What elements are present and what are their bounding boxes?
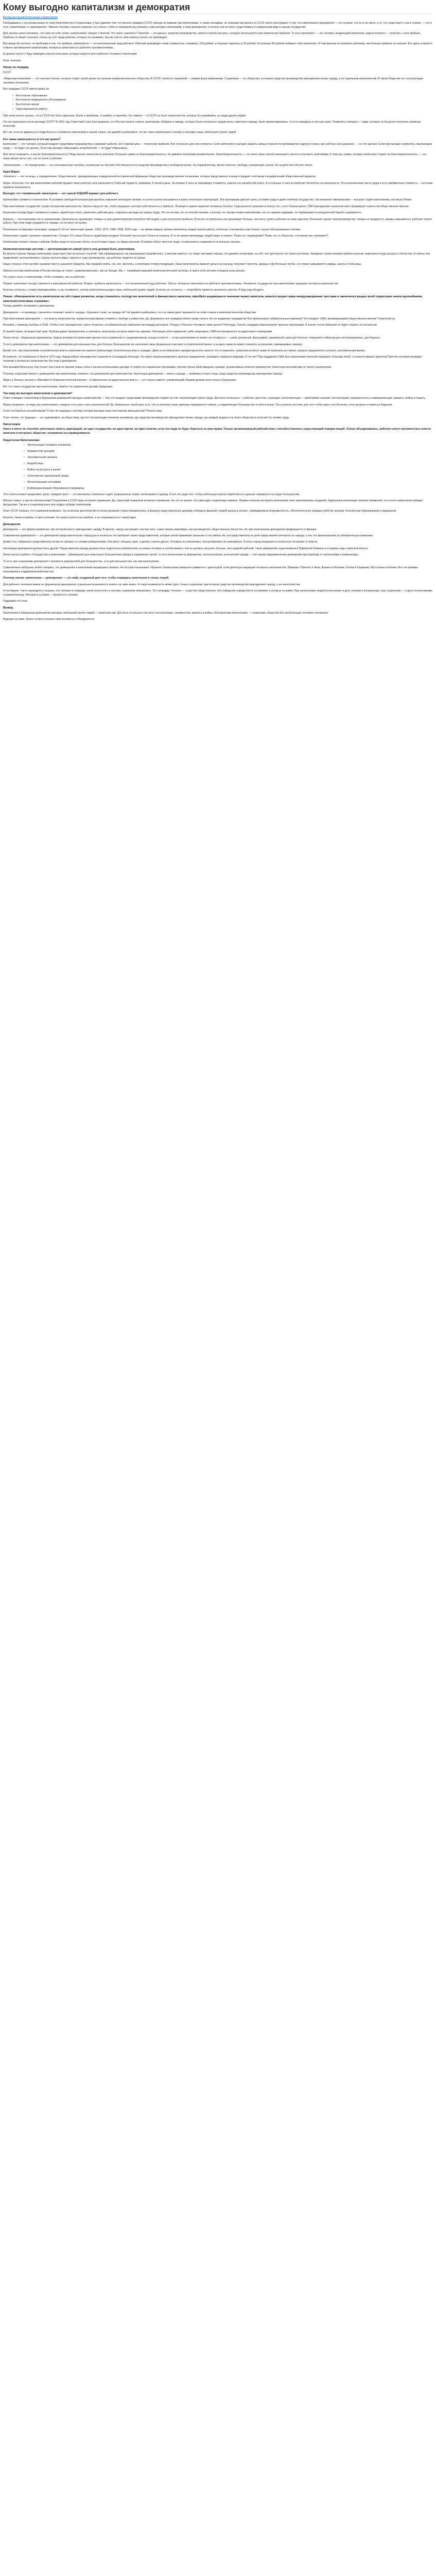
paragraph: Демократия — в переводе с греческого означает «власть народа». Красивое слово, не правда ли? Но давайте разберёмся, что на самом деле скрывается за этим словом в капиталистическом обществе. xyxy=(3,311,257,314)
list-item: • Монополизация экономики xyxy=(24,481,433,485)
paragraph: Я же считаю, что будущее — за социализмом, за обществом, где нет эксплуатации человека человеком, где средства производства принадлежат всему народу, где каждый трудится на благо общества и получает по своему труду. xyxy=(3,416,290,419)
paragraph: То есть при социализме демократия становится демократией для большинства, а не для меньшинства, как при капитализме. xyxy=(3,560,160,563)
paragraph: Теперь давайте поговорим о демократии. xyxy=(3,304,55,308)
paragraph: В нашей стране ситуация ещё хуже. Выборы давно превратились в спектакль, результаты которого известны заранее. Оппозиция либо карманная, либо запрещена. СМИ контролируются государством и олигархами. xyxy=(3,330,273,333)
paragraph: Первое: капиталист всегда стремится к максимальной прибыли. Второе: прибыль капиталиста — это неоплаченный труд рабочего. Третье: интересы капиталиста и рабочего противоположны. Четвёртое: государство при капитализме защищает интересы капиталистов. xyxy=(3,282,339,285)
paragraph: Или возьмём Венесуэлу. Как только там к власти пришли левые силы и начали использовать доходы от нефти на социальные программы, против страны были введены санкции, организованы попытки переворотов. Капиталистический мир не терпит альтернатив. xyxy=(3,366,332,369)
paragraph: Кризисы — неотъемлемая часть капитализма. Капиталисты производят товары не для удовлетворения потребностей людей, а для получения прибыли. В погоне за прибылью они производят больше, чем могут купить рабочие на свою зарплату. Возникает кризис перепроизводства: товары не продаются, заводы закрываются, рабочие теряют работу. При этом люди нуждаются в товарах, но не могут их купить. xyxy=(3,217,432,225)
article-body xyxy=(3,22,433,622)
paragraph: Капитализм и буржуазная демократия выгодны небольшой группе людей — капиталистам. Для всех остальных они несут эксплуатацию, неравенство, кризисы и войны. Альтернатива капитализму — социализм, общество без эксплуатации человека человеком. xyxy=(3,611,328,615)
paragraph: Для начала нужно понимать, что само по себе слово «капитализм» говорит о многом. Что такое «капитал»? Капитал — это деньги, средства производства, земля и прочие ресурсы, которые используются для извлечения прибыли. То есть капиталист — это человек, владеющий капиталом, задача которого — получать с него прибыль. Прибыль он может получать только за счёт труда рабочих, которых он нанимает, так как сам по себе капитал ничего не производит. xyxy=(3,31,422,39)
section-heading: Начну по порядку. xyxy=(3,66,29,70)
section-heading: Недостатки Капитализма: xyxy=(3,438,40,442)
list-item: • Неравенство доходов xyxy=(24,450,433,454)
list-item: • Эксплуатация человека человеком xyxy=(24,444,433,448)
paragraph: Именно поэтому капитализм в России никогда не станет «цивилизованным», как на Западе. Мы — периферия мировой капиталистической системы, и нам в этой системе отведена роль донора. xyxy=(3,269,246,273)
emphasis-paragraph: Поэтому связка «капитализм — демократия» — это миф, созданный для того, чтобы оправдать капитализм в глазах людей. xyxy=(3,577,169,580)
paragraph: Возьмём, к примеру, выборы в США. Чтобы стать президентом, нужно потратить на избирательную кампанию миллиарды долларов. Откуда у обычного человека такие деньги? Ниоткуда. Значит, кандидата финансируют крупные корпорации. А значит, после избрания он будет служить их интересам. xyxy=(3,324,378,327)
section-heading: Кто такие капиталисты и что им нужно? xyxy=(3,138,61,141)
paragraph: Наша страна в этой системе занимает место сырьевого придатка. Мы продаём нефть, газ, лес, металлы, а покупаем готовую продукцию. Наши капиталисты вывозят деньги за границу, покупают там яхты, дворцы и футбольные клубы, а в стране закрываются заводы, школы и больницы. xyxy=(3,263,362,266)
paragraph: Многие скажут: а где же альтернатива? Социализм в СССР ведь потерпел поражение. Да, советский социализм потерпел поражение. Но это не значит, что сама идея социализма неверна. Первые попытки построить капитализм тоже заканчивались неудачей, буржуазные революции терпели поражения, но в итоге капитализм победил феодализм. Так же и социализм рано или поздно победит капитализм. xyxy=(3,499,423,507)
section-heading: Капиталистическая система — антигуманная по самой сути и она должна быть уничтожена xyxy=(3,247,135,251)
list-item: • Уничтожение окружающей среды xyxy=(24,474,433,479)
paragraph: Посмотрите на мировую экономику: каждые 8–10 лет происходит кризис. 1929, 1973, 1998, 2008, 2020 годы — во время каждого кризиса миллионы людей теряли работу, а богатые становились ещё богаче, скупая обесценившиеся активы. xyxy=(3,228,302,231)
paragraph: Кроме того, при капитализме экономическая власть капиталистов намного превосходит политическую власть граждан. Даже если избранные народом депутаты захотят что-то изменить, капиталисты могут вывести капиталы из страны, закрыть предприятия, устроить экономический кризис. xyxy=(3,349,366,352)
paragraph: Ленин писал в работе «Государство и революция»: «Демократия для гигантского большинства народа и подавление силой, то есть исключение из демократии, эксплуататоров, угнетателей народа, — вот каково видоизменение демократии при переходе от капитализма к коммунизму». xyxy=(3,553,360,557)
paragraph: Для рабочего человека важна не формальная демократия, а реальная возможность влиять на свою жизнь. А такую возможность может дать только социализм, при котором средства производства принадлежат народу, а не капиталистам. xyxy=(3,583,301,586)
section-heading: Вывод xyxy=(3,606,13,610)
paragraph: Современные либералы любят говорить, что демократия и капитализм неразрывно связаны. Но история показывает обратное. Капитализм прекрасно уживается с диктатурой, если диктатура защищает интересы капиталистов. Примеры: Пиночет в Чили, Франко в Испании, Гитлер в Германии, Муссолини в Италии. Все эти режимы пользовались поддержкой капиталистов. xyxy=(3,566,418,573)
list-item: • Безработица xyxy=(24,462,433,466)
list-item: • Бесплатное образование xyxy=(12,94,433,98)
page-title: Кому выгодно капитализм и демократия xyxy=(3,2,190,12)
paragraph: Итак, поехали. xyxy=(3,59,22,62)
paragraph: Вот так, если не вдаваться в подробности, и появился капитализм в нашей стране. Но давайте разберёмся, что же такое капитализм и почему он выгоден лишь небольшой группе людей. xyxy=(3,131,237,134)
paragraph: Капитализм толкает страны к войнам. Войны ведутся за рынки сбыта, за источники сырья, за сферы влияния. В войнах гибнут простые люди, а капиталисты наживаются на военных заказах. xyxy=(3,241,241,244)
paragraph: Капитализм создаёт огромное неравенство. Сегодня 1% самых богатых людей мира владеет большей частью всех богатств планеты. В то же время миллиарды людей живут в нищете. Разве это справедливо? Разве это то общество, к которому мы стремимся? xyxy=(3,234,328,238)
paragraph: Настоящая демократия должна быть другой. Представители народа должны быть подотчётны избирателям, их можно отозвать в любой момент, они не должны получать больше, чем средний рабочий. Такая демократия существовала в Парижской Коммуне и в первые годы советской власти. xyxy=(3,547,369,550)
list-item: • Бесплатное жильё xyxy=(12,103,433,107)
paragraph: Кроме того, избранные представители ничем не связаны со своими избирателями. Они могут обещать одно, а делать совсем другое. Отозвать их невозможно. Контролировать их невозможно. В итоге народ оказывается полностью отстранён от власти. xyxy=(3,540,318,544)
paragraph: Поэтому, когда вам говорят о демократии при капитализме, помните: это демократия для капиталистов. Настоящая демократия — власть народа — возможна только тогда, когда средства производства принадлежат народу. xyxy=(3,372,283,376)
paragraph: Стоит ли бороться за капитализм? Стоит ли защищать систему, которая выгодна лишь ничтожному меньшинству? Решать вам. xyxy=(3,410,163,413)
paragraph: Капитализм стремится к монополии. В условиях свободной конкуренции крупные компании поглощают мелкие, и в итоге рынок оказывается в руках нескольких корпораций. Эти корпорации диктуют цены, условия труда и даже политику государства. Так возникает империализм — высшая стадия капитализма, как писал Ленин. xyxy=(3,198,412,202)
paragraph: При капитализме демократия — это власть капиталистов, прикрытая красивыми словами о свободе и равенстве. Да, формально все граждане имеют право голоса. Но кто выдвигает кандидатов? Кто финансирует избирательные кампании? Кто владеет СМИ, формирующими общественное мнение? Капиталисты. xyxy=(3,317,396,320)
paragraph: Подумайте об этом. xyxy=(3,600,28,603)
section-heading: Так кому же выгоден капитализм и демократия? xyxy=(3,392,73,396)
title-divider xyxy=(3,13,433,14)
paragraph: То есть демократия при капитализме — это демократия для меньшинства, для богатых. Большинство же населения лишь формально участвует в политической жизни, а на деле никак не может повлиять на решения, принимаемые наверху. xyxy=(3,343,303,346)
paragraph: Если вы согласны с этими утверждениями, то вы понимаете, почему капитализм выгоден лишь небольшой группе людей. Если вы не согласны, — попробуйте привести аргументы против. Я буду рад обсудить. xyxy=(3,289,265,292)
paragraph: «Марксизм-ленинизм» — это научное учение, которое ставит своей целью построение коммунистического общества. В СССР строился социализм — первая фаза коммунизма. Социализм — это общество, в котором средства производства принадлежат всему народу, а не отдельным капиталистам. В таком обществе нет эксплуатации человека человеком. xyxy=(3,77,423,84)
bullet-list xyxy=(12,94,433,112)
paragraph: «Капитализм» — по определению — это экономическая система, основанная на частной собственности на средства производства и свободном рынке. На первый взгляд, звучит неплохо: свобода, конкуренция, рынок. Но на деле всё обстоит иначе. xyxy=(3,163,313,167)
paragraph: Вспомните, что произошло в Чили в 1973 году. Народ избрал президентом социалиста Сальвадора Альенде. Он начал национализировать крупные предприятия, проводить аграрную реформу. И что же? При поддержке США был организован военный переворот, Альенде погиб, а к власти пришёл диктатор Пиночет, который проводил политику в интересах капиталистов. Вот вам и демократия. xyxy=(3,355,422,363)
paragraph: Опыт СССР показал, что социализм возможен. За несколько десятилетий отсталая аграрная страна превратилась в мощную индустриальную державу, победила фашизм, первой вышла в космос, ликвидировала безграмотность, обеспечила всех граждан работой, жильём, бесплатным образованием и медициной. xyxy=(3,510,397,513)
paragraph: Маркс и Энгельс писали в «Манифесте Коммунистической партии»: «Современная государственная власть — это только комитет, управляющий общими делами всего класса буржуазии». xyxy=(3,379,238,382)
paragraph: Пообщавшись с русскоязычными по тому Капиталистов и Социализма, я был удивлён тем, что многие граждане СССР, никогда не жившие при капитализме, а также молодёжь, не знающая как жилось в СССР, смело рассуждают о том, что капитализм и демократия — это лучшее, что есть на свете, а то, что существует у нас в стране, — это и есть «капитализм» и «демократия». Именно поэтому я решил написать эту статью, чтобы в очередной раз показать, кому выгоден капитализм, а кому демократия, и почему они не могут существовать в нормальном виде в нашем государстве. xyxy=(3,21,432,29)
emphasis-paragraph: Никто и ничто не способно уничтожить власть корпораций, ни одно государство, ни одна партия, ни один политик, если эти люди не будут бороться за свои права. Только организованный рабочий класс способен изменить существующий порядок вещей. Только объединившись, рабочие смогут противостоять власти капитала и построить общество, основанное на справедливости. xyxy=(3,428,431,435)
section-heading: Демократия xyxy=(3,523,21,527)
list-item: • Экономические кризисы xyxy=(24,456,433,460)
paragraph: Конечно, были и ошибки, и преступления. Но нужно учиться на ошибках, а не отказываться от самой идеи. xyxy=(3,516,137,519)
paragraph: Всё вроде бы логично, но проблема в том, что прибыль капиталиста — это неоплаченный труд рабочего. Рабочий производит товар стоимостью, к примеру, 100 рублей, а получает зарплату в 20 рублей. Остальные 80 рублей забирает себе капиталист. И чем меньше он заплатит рабочему, тем больше прибыль он получит. Вот здесь и кроется главное противоречие капитализма: интересы капиталиста и рабочего противоположны. xyxy=(3,42,433,49)
paragraph: При капитализме государство служит интересам капиталистов. Законы пишутся так, чтобы защищать частную собственность и прибыль. Полиция и армия охраняют интересы богатых. Суды выносят решения в пользу тех, у кого больше денег. СМИ принадлежат капиталистам и формируют нужное им общественное мнение. xyxy=(3,205,410,208)
subtitle-link[interactable]: Взгляд выгодный Капитализм и Демократия xyxy=(3,16,58,19)
paragraph: Будущее за нами. Нужно только осознать свои интересы и объединиться. xyxy=(3,618,95,621)
paragraph: Мне могут возразить: а как же благотворительность? Ведь многие капиталисты жертвуют большие суммы на благотворительность. Но давайте посмотрим внимательнее: благотворительность — это всего лишь способ уменьшить налоги и улучшить свой имидж. К тому же, сумма, которую капиталист отдаёт на благотворительность, — это лишь малая часть того, что он отнял у рабочих. xyxy=(3,153,427,161)
paragraph: Ответ очевиден: капитализм и буржуазная демократия выгодны капиталистам — тем, кто владеет средствами производства и живёт за счёт эксплуатации чужого труда. Для всех остальных — рабочих, крестьян, служащих, интеллигенции — капитализм означает эксплуатацию, неуверенность в завтрашнем дне, кризисы, войны и нищету. xyxy=(3,397,426,400)
paragraph: Современная демократия — это демократия представительная. Народ раз в несколько лет выбирает своих представителей, которые затем принимают решения от его имени. Но эти представители на деле представляют интересы не народа, а тех, кто финансировал их избирательную кампанию. xyxy=(3,534,374,537)
bullet-list xyxy=(24,444,433,491)
paragraph: Демократия — это форма правления, при которой власть принадлежит народу. В идеале, народ сам решает, как ему жить, какие законы принимать, как распределять общественные богатства. Но при капитализме демократия превращается в фикцию. xyxy=(3,528,317,531)
list-item: • Гарантированную работу xyxy=(12,108,433,112)
paragraph: Ленин писал: «Буржуазная демократия, будучи великим историческим прогрессом в сравнении со средневековьем, всегда остаётся — и при капитализме не может не оставаться — узкой, урезанной, фальшивой, лицемерной, раем для богатых, ловушкой и обманом для эксплуатируемых, для бедных». xyxy=(3,336,381,340)
list-item: • Войны за ресурсы и рынки xyxy=(24,468,433,472)
paragraph: Что же произошло после распада СССР? В 1991 году Советский Союз был разрушен, и в России начали строить капитализм. Фабрики и заводы, которые были построены трудом всего советского народа, были приватизированы, то есть переданы в частные руки. Появились олигархи — люди, которые за бесценок получили огромные богатства. xyxy=(3,121,421,128)
list-item: • Коммерциализация образования и медицины xyxy=(24,487,433,491)
paragraph: Все граждане СССР имели право на: xyxy=(3,88,50,91)
paragraph: И последнее. Часто приходится слышать, что человек по природе своей эгоистичен и поэтому социализм невозможен. Это неправда. Человек — существо общественное. Его поведение определяется условиями, в которых он живёт. При капитализме людей воспитывают в духе эгоизма и конкуренции, при социализме — в духе коллективизма и взаимопомощи. Меняются условия — меняется и человек. xyxy=(3,589,433,597)
paragraph: Капиталист всегда будет стремиться снизить заработную плату, увеличить рабочий день, сократить расходы на охрану труда. Это не потому, что он плохой человек, а потому, что такова логика капитализма: кто не снижает издержки, тот проигрывает в конкурентной борьбе и разоряется. xyxy=(3,211,362,215)
paragraph: Можно возразить: но ведь при капитализме у каждого есть шанс стать капиталистом! Да, формально такой шанс есть. Но на практике лишь единицы поднимаются наверх, а подавляющее большинство остаётся внизу. Так устроена система: для того чтобы один стал богатым, сотни должны оставаться бедными. xyxy=(3,403,393,406)
emphasis-paragraph: Выходит, что «правильный» капитализм — это самый ХУДШИЙ вариант для рабочего. xyxy=(3,192,119,195)
section-heading: Напоследок xyxy=(3,423,21,426)
paragraph: «Капитал» — это не вещь, а определённое, общественное, принадлежащее определённой исторической формации общества производственное отношение, которое представлено в вещи и придаёт этой вещи специфический общественный характер. xyxy=(3,175,317,179)
paragraph: Что нужно знать о капитализме, чтобы понимать, как он работает: xyxy=(3,276,86,279)
section-heading: Ленин: «Империализм есть капитализм на той стадии развития, когда сложилось господство монополий и финансового капитала, приобрёл выдающееся значение вывоз капитала, начался раздел мира международными трестами и закончился раздел всей территории земли крупнейшими капиталистическими странами». xyxy=(3,295,422,303)
paragraph: Во многих странах Запада капитализм существует уже несколько столетий. Там сформировался так называемый средний класс, и многим кажется, что люди там живут хорошо. Но давайте посмотрим, за счёт чего достигнуто это благосостояние. Западные страны веками грабили колонии, вывозили оттуда ресурсы и богатства. И сейчас они продолжают эксплуатировать страны третьего мира, перенося туда производство, где рабочие трудятся за гроши. xyxy=(3,252,430,260)
paragraph: Капиталист — это человек, который владеет средствами производства и нанимает рабочих. Его главная цель — получение прибыли. Всё остальное для него вторично. Если капиталисту выгодно закрыть завод и перенести производство в другую страну, где рабочая сила дешевле, — он это сделает. Если ему выгодно загрязнять окружающую среду — он будет это делать. Если ему выгодно обманывать потребителей — он будет обманывать. xyxy=(3,143,432,150)
paragraph: Маркс объяснил, что при капитализме рабочий продаёт свою рабочую силу капиталисту. Рабочий трудится, например, 8 часов в день. За первые 4 часа он производит стоимость, равную его заработной плате. А остальные 4 часа он работает бесплатно на капиталиста. Эта неоплаченная часть труда и есть прибавочная стоимость — источник прибыли капиталиста. xyxy=(3,181,433,189)
paragraph: Этот список можно продолжать долго. Каждый пункт — это миллионы сломанных судеб, разрушенных семей, несбывшихся надежд. И всё это ради того, чтобы небольшая группа людей могла и дальше наживаться на труде большинства. xyxy=(3,493,300,496)
paragraph: При этом нельзя сказать, что в СССР всё было идеально. Были и проблемы, и ошибки, и перегибы. Но главное — в СССР не было капиталистов, которые бы наживались на труде других людей. xyxy=(3,114,247,117)
section-heading: Карл Маркс xyxy=(3,170,20,174)
paragraph: Вот что такое государство при капитализме: комитет по управлению делами буржуазии. xyxy=(3,385,113,388)
list-item: • Бесплатное медицинское обслуживание xyxy=(12,98,433,103)
paragraph: СССР xyxy=(3,71,11,74)
paragraph: В данном тексте я буду приводить мысли классиков, которые кажутся мне наиболее точными и понятными. xyxy=(3,53,137,56)
